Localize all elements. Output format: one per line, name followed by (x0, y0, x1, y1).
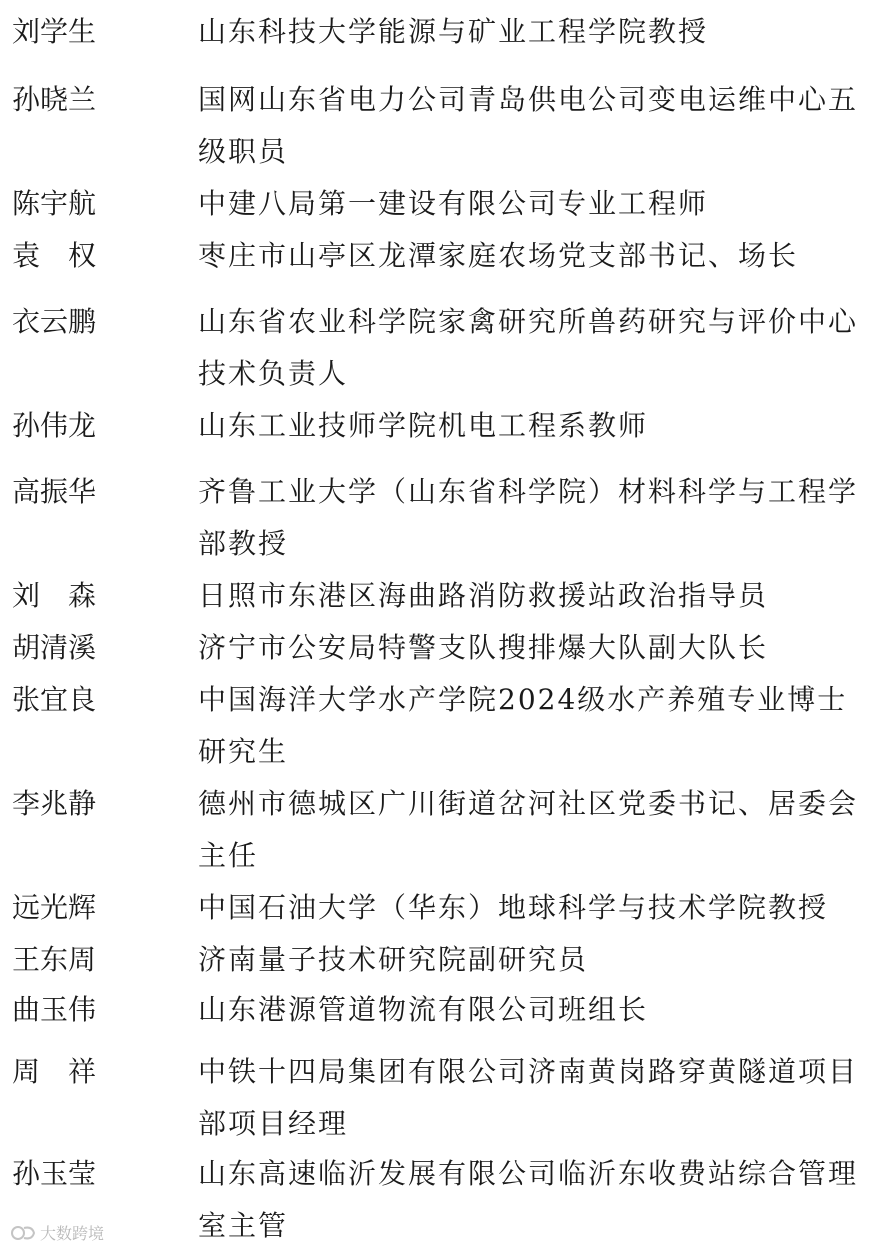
person-title: 山东科技大学能源与矿业工程学院教授 (198, 15, 709, 48)
person-name: 孙玉莹 (12, 1157, 97, 1190)
person-title: 中国海洋大学水产学院2024级水产养殖专业博士研究生 (198, 683, 848, 768)
person-title: 枣庄市山亭区龙潭家庭农场党支部书记、场长 (198, 239, 799, 272)
person-name: 张宜良 (12, 683, 97, 716)
person-name: 陈宇航 (12, 187, 97, 220)
person-title: 山东省农业科学院家禽研究所兽药研究与评价中心技术负责人 (198, 305, 859, 390)
person-name: 衣云鹏 (12, 305, 97, 338)
person-name: 周 祥 (12, 1055, 97, 1088)
person-name: 李兆静 (12, 787, 97, 820)
person-name: 刘学生 (12, 15, 97, 48)
person-title: 中建八局第一建设有限公司专业工程师 (198, 187, 709, 220)
person-name: 袁 权 (12, 239, 97, 272)
person-title: 日照市东港区海曲路消防救援站政治指导员 (198, 579, 769, 612)
person-name: 远光辉 (12, 891, 97, 924)
person-name: 胡清溪 (12, 631, 97, 664)
person-title: 山东高速临沂发展有限公司临沂东收费站综合管理室主管 (198, 1157, 859, 1242)
person-name: 曲玉伟 (12, 993, 97, 1026)
person-name: 王东周 (12, 943, 97, 976)
person-title: 齐鲁工业大学（山东省科学院）材料科学与工程学部教授 (198, 475, 859, 560)
person-title: 济南量子技术研究院副研究员 (198, 943, 589, 976)
logo-icon (10, 1224, 36, 1242)
person-name: 刘 森 (12, 579, 97, 612)
person-title: 山东工业技师学院机电工程系教师 (198, 409, 649, 442)
person-title: 中铁十四局集团有限公司济南黄岗路穿黄隧道项目部项目经理 (198, 1055, 859, 1140)
person-title: 济宁市公安局特警支队搜排爆大队副大队长 (198, 631, 769, 664)
person-title: 山东港源管道物流有限公司班组长 (198, 993, 649, 1026)
watermark (10, 1221, 104, 1244)
watermark-text: 大数跨境 (40, 1224, 105, 1243)
person-title: 国网山东省电力公司青岛供电公司变电运维中心五级职员 (198, 83, 859, 168)
person-title: 中国石油大学（华东）地球科学与技术学院教授 (198, 891, 829, 924)
person-name: 孙伟龙 (12, 409, 97, 442)
person-name: 孙晓兰 (12, 83, 97, 116)
person-name: 高振华 (12, 475, 97, 508)
person-title: 德州市德城区广川街道岔河社区党委书记、居委会主任 (198, 787, 859, 872)
